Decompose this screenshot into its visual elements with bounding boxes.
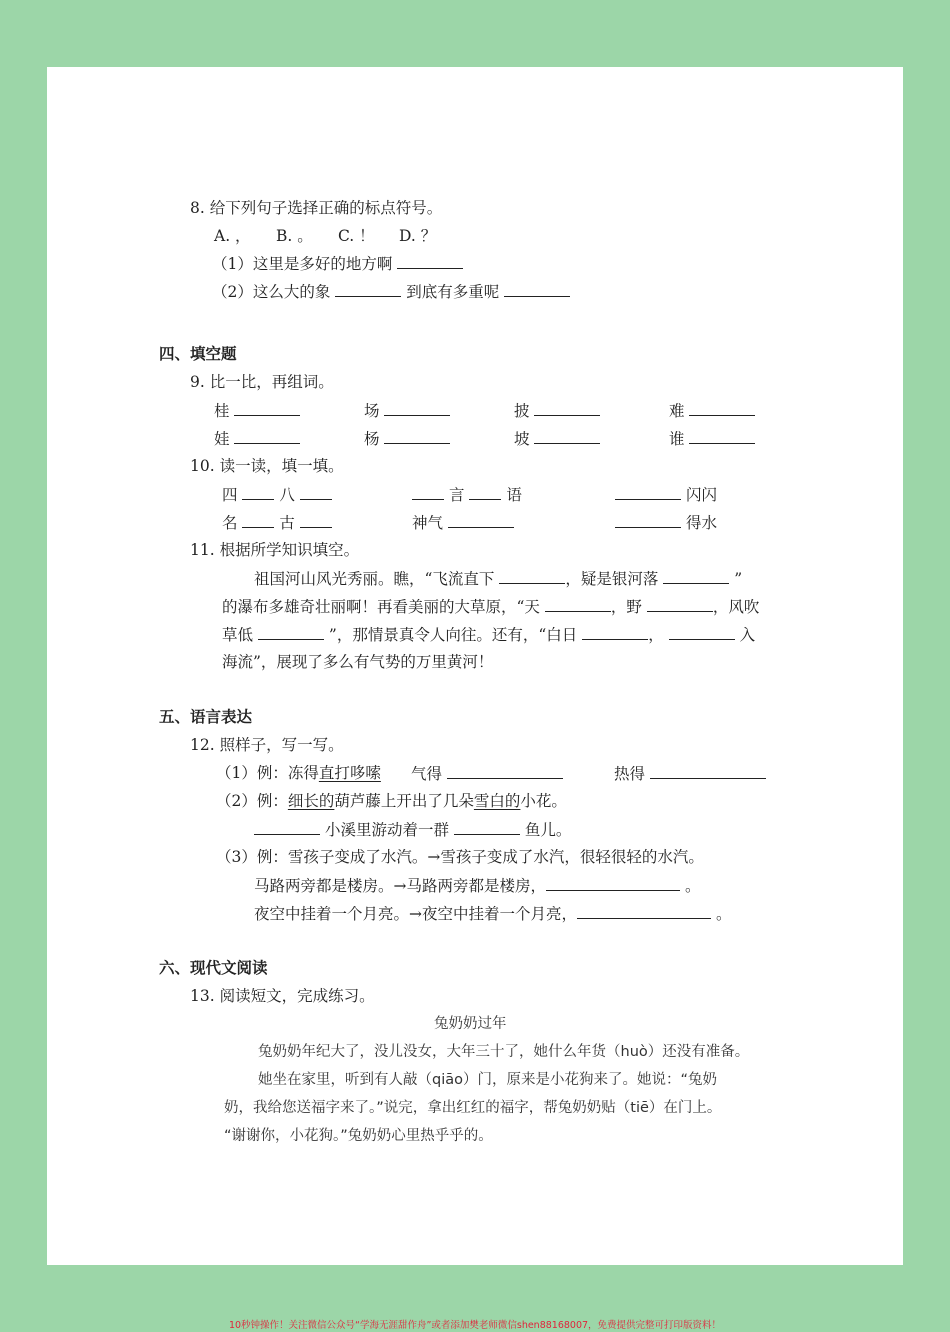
section5-title: 五、语言表达 (159, 708, 253, 726)
q10-char: 古 (279, 514, 295, 532)
q12-blank[interactable] (546, 875, 680, 891)
q12-text: （2）例： (216, 792, 288, 810)
q9-blank[interactable] (689, 400, 755, 416)
q8-item2-blank1[interactable] (335, 281, 401, 297)
q11-text: ，风吹 (712, 598, 760, 616)
q8-item2-blank2[interactable] (504, 281, 570, 297)
q9-char: 桂 (214, 402, 230, 420)
q11-text: ，疑是银河落 (565, 570, 659, 588)
q12-blank[interactable] (650, 763, 766, 779)
q9-char: 披 (514, 402, 530, 420)
q11-blank[interactable] (669, 624, 735, 640)
q10-word: 得水 (685, 514, 717, 532)
q11-blank[interactable] (663, 568, 729, 584)
q9-blank[interactable] (689, 428, 755, 444)
q9-char: 坡 (514, 430, 530, 448)
q12-blank[interactable] (454, 819, 520, 835)
q9-blank[interactable] (384, 400, 450, 416)
q8-prompt: 8. 给下列句子选择正确的标点符号。 (190, 199, 443, 217)
q12-text: （3）例：雪孩子变成了水汽。→雪孩子变成了水汽，很轻很轻的水汽。 (216, 848, 704, 866)
q10-blank[interactable] (300, 512, 332, 528)
q11-prompt: 11. 根据所学知识填空。 (190, 541, 360, 559)
q11-text: 入 (739, 626, 756, 644)
section6-title: 六、现代文阅读 (159, 959, 268, 977)
story-paragraph: 兔奶奶年纪大了，没儿没女，大年三十了，她什么年货（huò）还没有准备。 (258, 1044, 750, 1060)
q12-text: 。 (684, 877, 701, 895)
q10-prompt: 10. 读一读，填一填。 (190, 457, 344, 475)
q9-blank[interactable] (384, 428, 450, 444)
footer-note: 10秒钟操作！关注微信公众号“学海无涯甜作舟”或者添加樊老师微信shen88168007，免费提供完整可打印版资料！ (228, 1320, 722, 1331)
q10-word: 神气 (412, 514, 444, 532)
q10-char: 言 (448, 486, 465, 504)
q10-blank[interactable] (242, 512, 274, 528)
q12-text: （1）例：冻得 (216, 764, 319, 782)
q8-item1: （1）这里是多好的地方啊 (212, 255, 393, 273)
q8-item2-part2: 到底有多重呢 (406, 283, 500, 301)
q11-text: ， (648, 626, 664, 644)
q12-underlined: 直打哆嗦 (318, 764, 381, 782)
q11-blank[interactable] (582, 624, 648, 640)
q12-text: 鱼儿。 (524, 821, 572, 839)
q10-char: 四 (222, 486, 238, 504)
q12-underlined: 细长的 (287, 792, 335, 810)
q12-text: 马路两旁都是楼房。→马路两旁都是楼房， (254, 877, 546, 895)
q11-text: 草低 (222, 626, 254, 644)
q10-blank[interactable] (300, 484, 332, 500)
q9-blank[interactable] (534, 428, 600, 444)
q8-option-b: B. 。 (276, 227, 313, 245)
story-paragraph: “谢谢你，小花狗。”兔奶奶心里热乎乎的。 (224, 1128, 493, 1144)
section4-title: 四、填空题 (159, 345, 237, 363)
q12-text: 葫芦藤上开出了几朵 (334, 792, 474, 810)
q9-prompt: 9. 比一比，再组词。 (190, 373, 334, 391)
q9-char: 难 (669, 402, 685, 420)
q12-blank[interactable] (447, 763, 563, 779)
q9-char: 谁 (669, 430, 685, 448)
q13-prompt: 13. 阅读短文，完成练习。 (190, 987, 375, 1005)
q12-text: 。 (715, 905, 732, 923)
q12-underlined: 雪白的 (473, 792, 521, 810)
q9-blank[interactable] (234, 428, 300, 444)
story-title: 兔奶奶过年 (434, 1016, 507, 1032)
q11-text: ” (734, 570, 743, 588)
q12-text: 气得 (411, 765, 443, 783)
q10-blank[interactable] (242, 484, 274, 500)
q12-text: 热得 (614, 765, 646, 783)
q12-text: 小花。 (520, 792, 567, 810)
q9-blank[interactable] (534, 400, 600, 416)
q10-char: 语 (506, 486, 522, 504)
q8-item1-blank[interactable] (397, 253, 463, 269)
q8-option-d: D. ？ (399, 227, 437, 245)
q11-text: 的瀑布多雄奇壮丽啊！再看美丽的大草原，“天 (222, 598, 540, 616)
story-paragraph: 奶，我给您送福字来了。”说完，拿出红红的福字，帮兔奶奶贴（tiē）在门上。 (224, 1100, 722, 1116)
q8-item2-part1: （2）这么大的象 (212, 283, 331, 301)
q10-char: 八 (279, 486, 295, 504)
q12-text: 小溪里游动着一群 (324, 821, 449, 839)
q10-blank[interactable] (615, 512, 681, 528)
q10-word: 闪闪 (685, 486, 717, 504)
q12-blank[interactable] (254, 819, 320, 835)
q9-char: 杨 (364, 430, 380, 448)
q11-blank[interactable] (499, 568, 565, 584)
q11-blank[interactable] (647, 596, 713, 612)
q11-blank[interactable] (545, 596, 611, 612)
q11-text: 海流”，展现了多么有气势的万里黄河！ (222, 653, 494, 671)
q10-blank[interactable] (412, 484, 444, 500)
q8-option-a: A. ， (214, 227, 251, 245)
q11-text: ”，那情景真令人向往。还有，“白日 (328, 626, 578, 644)
q9-char: 场 (364, 402, 380, 420)
q12-prompt: 12. 照样子，写一写。 (190, 736, 344, 754)
q11-text: ，野 (610, 598, 642, 616)
q11-blank[interactable] (258, 624, 324, 640)
q10-blank[interactable] (615, 484, 681, 500)
q10-blank[interactable] (469, 484, 501, 500)
q12-text: 夜空中挂着一个月亮。→夜空中挂着一个月亮， (254, 905, 577, 923)
q9-blank[interactable] (234, 400, 300, 416)
q8-option-c: C. ！ (338, 227, 375, 245)
story-paragraph: 她坐在家里，听到有人敲（qiāo）门，原来是小花狗来了。她说：“兔奶 (258, 1072, 717, 1088)
q11-text: 祖国河山风光秀丽。瞧，“飞流直下 (254, 570, 495, 588)
q10-char: 名 (222, 514, 238, 532)
q10-blank[interactable] (448, 512, 514, 528)
q9-char: 娃 (214, 430, 230, 448)
q12-blank[interactable] (577, 903, 711, 919)
